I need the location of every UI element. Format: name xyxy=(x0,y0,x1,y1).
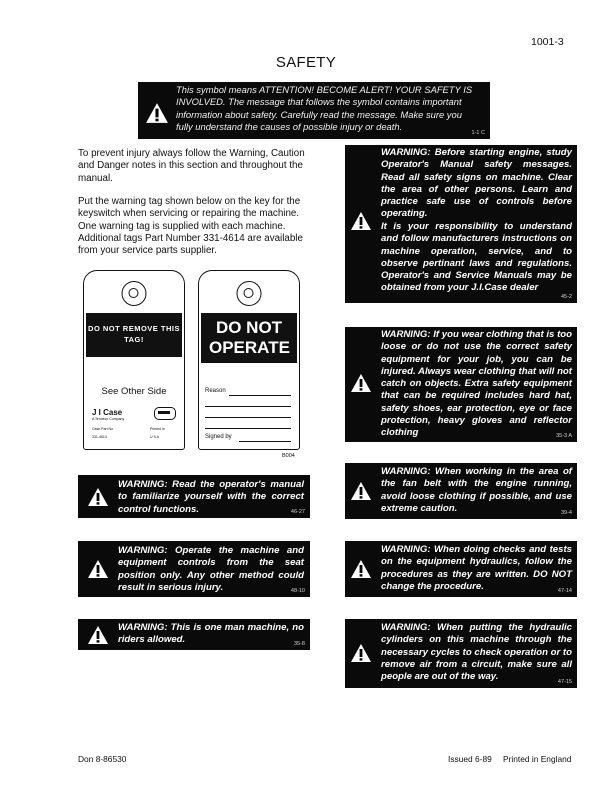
part-number: 331-4614 xyxy=(92,435,107,439)
tag-right xyxy=(198,270,300,450)
reason-line-1 xyxy=(229,395,291,396)
warning-text: WARNING: When working in the area of the fan belt with the engine running, avoid loose clothing if possible, and use extreme caution. xyxy=(381,466,572,514)
warning-triangle-icon xyxy=(350,643,372,663)
warning-triangle-icon xyxy=(87,487,109,507)
warning-triangle-icon xyxy=(350,559,372,579)
page-number: 1001-3 xyxy=(531,36,564,48)
warning-text: WARNING: Read the operator's manual to familiarize yourself with the correct control functions. xyxy=(118,479,304,515)
intro-safety-box xyxy=(138,82,490,139)
warning-box-hydraulic-tests xyxy=(345,541,577,597)
case-logo-icon xyxy=(154,407,176,420)
warning-triangle-icon xyxy=(145,102,169,124)
warning-box-no-riders xyxy=(78,619,310,650)
warning-code: 39-4 xyxy=(560,510,572,516)
figure-code: B004 xyxy=(282,453,295,459)
reason-line-4 xyxy=(205,428,291,429)
warning-box-operate-from-seat xyxy=(78,541,310,597)
warning-triangle-icon xyxy=(350,211,372,231)
warning-text-2: It is your responsibility to understand and follow manufacturers instructions on machine operation, service, and to observe pertinant laws and regulations. Operator's and Service Manuals may be obtained from your J.I.Case dealer xyxy=(381,221,572,294)
warning-code: 47-15 xyxy=(557,679,572,685)
paragraph-intro: To prevent injury always follow the Warning, Caution and Danger notes in this section and throughout the manual. xyxy=(78,148,305,184)
tag-right-band xyxy=(201,313,297,363)
tag-left-band xyxy=(86,313,182,357)
warning-box-fan-belt xyxy=(345,463,577,519)
warning-triangle-icon xyxy=(87,559,109,579)
warning-triangle-icon xyxy=(87,625,109,645)
printed-label: Printed in xyxy=(150,427,165,431)
warning-text: WARNING: When putting the hydraulic cylinders on this machine through the necessary cycles to check operation or to remove air from a circuit, make sure all people are out of the way. xyxy=(381,622,572,683)
warning-box-before-starting xyxy=(345,145,577,303)
brand-name: J I Case xyxy=(92,408,123,417)
footer-printed: Printed in England xyxy=(503,754,572,764)
reason-label: Reason xyxy=(205,388,226,394)
reason-line-3 xyxy=(205,417,291,418)
warning-text: WARNING: If you wear clothing that is too loose or do not use the correct safety equipment for your job, you can be injured. Always wear clothing that will not catch on objects. Extra safety equipment that can be required includes hard hat, safety shoes, ear protection, eye or face protection, heavy gloves and reflector clothing xyxy=(381,329,572,439)
warning-text: WARNING: When doing checks and tests on the equipment hydraulics, follow the procedures as they are written. DO NOT change the procedure. xyxy=(381,544,572,592)
warning-box-read-manual xyxy=(78,475,310,518)
tag-hole-icon xyxy=(122,281,147,306)
signed-label: Signed by xyxy=(205,434,232,440)
warning-code: 47-14 xyxy=(557,588,572,594)
warning-triangle-icon xyxy=(350,373,372,393)
warning-code: 45-2 xyxy=(560,294,572,300)
brand-sub: A Tenneco Company xyxy=(92,417,125,421)
warning-code: 48-10 xyxy=(290,588,305,594)
tag-hole-icon xyxy=(237,281,262,306)
warning-code: 35-8 xyxy=(293,641,305,647)
paragraph-tag-instructions: Put the warning tag shown below on the key for the keyswitch when servicing or repairing the machine. One warning tag is supplied with each machine. Additional tags Part Number 331-4614 are available from your service parts supplier. xyxy=(78,196,303,257)
see-other-side: See Other Side xyxy=(101,386,167,397)
page-title: SAFETY xyxy=(275,54,337,71)
warning-text: WARNING: Operate the machine and equipment controls from the seat position only. Any other method could result in serious injury. xyxy=(118,545,304,593)
reason-line-2 xyxy=(205,406,291,407)
intro-code: 1-1 C xyxy=(471,130,485,136)
warning-code: 46-27 xyxy=(290,509,305,515)
signed-line xyxy=(239,441,291,442)
warning-tag-figure xyxy=(80,270,310,460)
warning-triangle-icon xyxy=(350,481,372,501)
warning-box-clothing xyxy=(345,327,577,442)
tag-right-band-text: DO NOT OPERATE xyxy=(209,318,290,357)
warning-text: WARNING: Before starting engine, study Operator's Manual safety messages. Read all safety signs on machine. Clear the area of other persons. Learn and practice safe use of controls before operating. xyxy=(381,147,572,220)
printed-country: U S A xyxy=(150,435,159,439)
tag-left-band-text: DO NOT REMOVE THIS TAG! xyxy=(88,324,180,344)
footer-issued: Issued 6-89 xyxy=(448,754,492,764)
footer-document-number: Don 8-86530 xyxy=(78,754,127,764)
part-label: Case Part No xyxy=(92,427,114,431)
warning-code: 35-3 A xyxy=(556,433,572,439)
warning-text: WARNING: This is one man machine, no riders allowed. xyxy=(118,622,304,646)
intro-text: This symbol means ATTENTION! BECOME ALERT! YOUR SAFETY IS INVOLVED. The message that follows the symbol contains important information about safety. Carefully read the message. Make sure you fully understand the causes of possible injury or death. xyxy=(176,84,473,133)
tag-left xyxy=(83,270,185,450)
warning-box-hydraulic-cylinders xyxy=(345,619,577,688)
